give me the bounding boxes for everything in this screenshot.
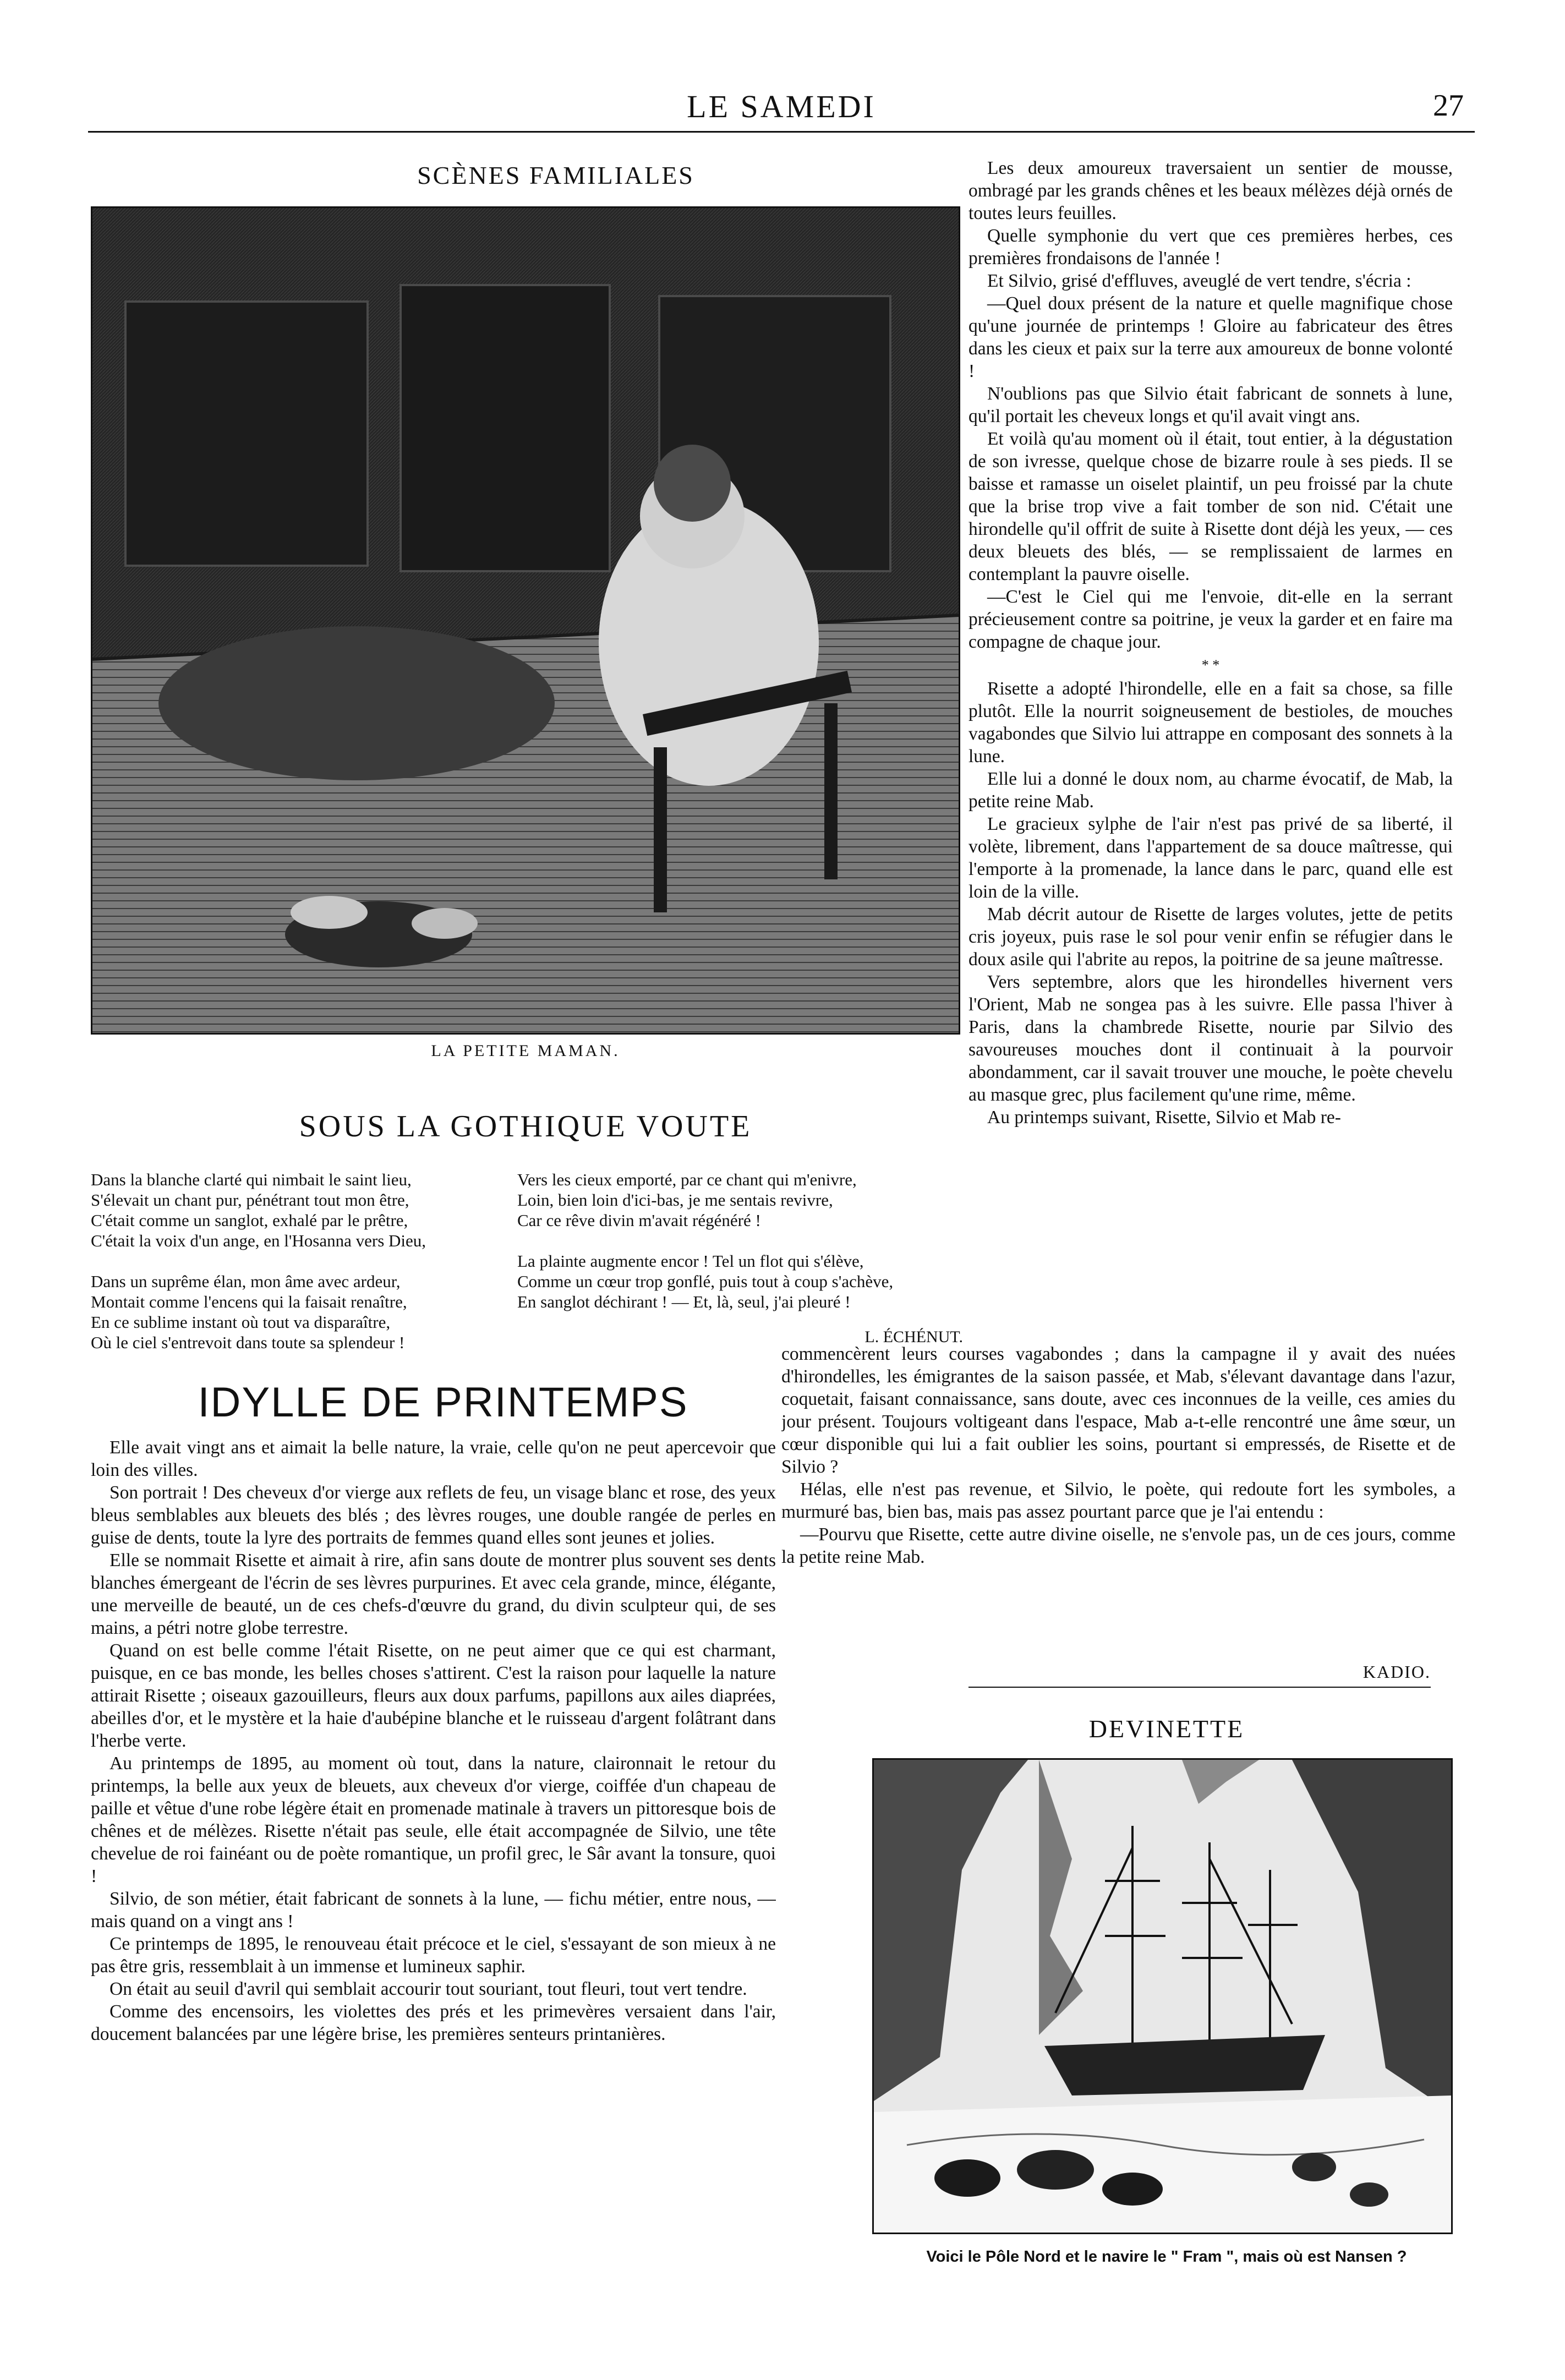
header-rule [88, 131, 1475, 133]
engraving-illustration [92, 208, 959, 1033]
paragraph: On était au seuil d'avril qui semblait accourir tout souriant, tout fleuri, tout vert tendre. [110, 1979, 747, 1999]
paragraph: —Pourvu que Risette, cette autre divine oiselle, ne s'envole pas, un de ces jours, comme la petite reine Mab. [781, 1524, 1455, 1567]
paragraph: Et voilà qu'au moment où il était, tout entier, à la dégustation de son ivresse, quelque chose de bizarre roule à ses pieds. Il se baisse et ramasse un oiselet plaintif, un peu froissé par la chute que la brise trop vive a fait tomber de son nid. C'était une hirondelle qu'il offrit de suite à Risette dont déjà les yeux, — ces deux bleuets des blés, — se remplissaient de larmes en contemplant la pauvre oiselle. [968, 429, 1453, 584]
paragraph: commencèrent leurs courses vagabondes ; dans la campagne il y avait des nuées d'hirondelles, les émigrantes de la saison passée, et Mab, s'élevant davantage dans l'azur, coquetait, faisant connaissance, sans doute, avec ces inconnues de la veille, ces amies du jour présent. Toujours voltigeant dans l'espace, Mab a-t-elle rencontré une âme sœur, un cœur disponible qui lui a fait oublier les soins, pourtant si empressés, de Risette et de Silvio ? [781, 1344, 1455, 1477]
paragraph: —C'est le Ciel qui me l'envoie, dit-elle en la serrant précieusement contre sa poitrine, je veux la garder et en faire ma compagne de chaque jour. [968, 587, 1453, 652]
paragraph: Mab décrit autour de Risette de larges volutes, jette de petits cris joyeux, puis rase le sol pour venir enfin se réfugier dans le doux asile qui l'abrite au repos, la poitrine de sa jeune maîtresse. [968, 904, 1453, 970]
paragraph: Le gracieux sylphe de l'air n'est pas privé de sa liberté, il volète, librement, dans l'appartement de sa douce maîtresse, qui l'emporte à la promenade, la lance dans le parc, quand elle est loin de la ville. [968, 814, 1453, 902]
engraving-la-petite-maman [91, 206, 960, 1035]
paragraph: Elle avait vingt ans et aimait la belle nature, la vraie, celle qu'on ne peut apercevoir que loin des villes. [91, 1437, 776, 1480]
paragraph: Quelle symphonie du vert que ces premières herbes, ces premières frondaisons de l'année ! [968, 226, 1453, 269]
paragraph: Les deux amoureux traversaient un sentier de mousse, ombragé par les grands chênes et les beaux mélèzes déjà ornés de toutes leurs feuilles. [968, 158, 1453, 223]
story-title: IDYLLE DE PRINTEMPS [198, 1379, 688, 1426]
paragraph: Et Silvio, grisé d'effluves, aveuglé de vert tendre, s'écria : [987, 271, 1411, 291]
section-divider [968, 1687, 1431, 1688]
paragraph: Elle lui a donné le doux nom, au charme évocatif, de Mab, la petite reine Mab. [968, 769, 1453, 812]
page-number: 27 [1433, 89, 1464, 123]
poem-stanzas-right: Vers les cieux emporté, par ce chant qui m'enivre, Loin, bien loin d'ici-bas, je me sentais revivre, Car ce rêve divin m'avait régénéré ! La plainte augmente encor ! Tel un flot qui s'élève, Comme un cœur trop gonflé, puis tout à coup s'achève, En sanglot déchirant ! — Et, là, seul, j'ai pleuré ! [517, 1170, 894, 1311]
journal-title: LE SAMEDI [687, 89, 876, 124]
ship-illustration [874, 1760, 1451, 2233]
story-signature: KADIO. [1362, 1662, 1431, 1682]
poem-signature: L. ÉCHÉNUT. [864, 1328, 963, 1346]
paragraph: Silvio, de son métier, était fabricant de sonnets à la lune, — fichu métier, entre nous, — mais quand on a vingt ans ! [91, 1889, 776, 1932]
paragraph: Risette a adopté l'hirondelle, elle en a fait sa chose, sa fille plutôt. Elle la nourrit soigneusement de bestioles, de mouches vagabondes que Silvio lui attrappe en composant des sonnets à la lune. [968, 679, 1453, 767]
paragraph: Vers septembre, alors que les hirondelles hivernent vers l'Orient, Mab ne songea pas à les suivre. Elle passa l'hiver à Paris, dans la chambrede Risette, nourie par Silvio des savoureuses mouches dont il continuait à la pourvoir abondamment, car il savait trouver une mouche, le poète chevelu au masque grec, plus facilement qu'une rime, même. [968, 972, 1453, 1105]
poem-stanzas-left: Dans la blanche clarté qui nimbait le saint lieu, S'élevait un chant pur, pénétrant tout mon être, C'était comme un sanglot, exhalé par le prêtre, C'était la voix d'un ange, en l'Hosanna vers Dieu, Dans un suprême élan, mon âme avec ardeur, Montait comme l'encens qui la faisait renaître, En ce sublime instant où tout va disparaître, Où le ciel s'entrevoit dans toute sa splendeur ! [91, 1170, 426, 1352]
story-column-left [91, 1436, 776, 2339]
engraving-caption: LA PETITE MAMAN. [431, 1042, 620, 1060]
paragraph: N'oublions pas que Silvio était fabricant de sonnets à lune, qu'il portait les cheveux longs et qu'il avait vingt ans. [968, 384, 1453, 426]
paragraph: Au printemps de 1895, au moment où tout, dans la nature, claironnait le retour du printemps, la belle aux yeux de bleuets, aux cheveux d'or vierge, coiffée d'un chapeau de paille et vêtue d'une robe légère était en promenade matinale à travers un pittoresque bois de chênes et de mélèzes. Risette n'était pas seule, elle était accompagnée de Silvio, une tête chevelue de roi fainéant ou de poète romantique, un profil grec, le Sâr avant la tonsure, quoi ! [91, 1753, 776, 1886]
paragraph: —Quel doux présent de la nature et quelle magnifique chose qu'une journée de printemps ! Gloire au fabricateur des êtres dans les cieux et paix sur la terre aux amoureux de bonne volonté ! [968, 293, 1453, 381]
paragraph: Son portrait ! Des cheveux d'or vierge aux reflets de feu, un visage blanc et rose, des yeux bleus semblables aux bleuets des blés ; des lèvres rouges, une double rangée de perles en guise de dents, toute la lyre des portraits de femmes quand elles sont jeunes et jolies. [91, 1482, 776, 1548]
section-heading: SCÈNES FAMILIALES [417, 161, 694, 189]
engraving-ship-north-pole [872, 1758, 1453, 2234]
paragraph: Comme des encensoirs, les violettes des prés et les primevères versaient dans l'air, doucement balancées par une légère brise, les premières senteurs printanières. [91, 2001, 776, 2044]
devinette-caption: Voici le Pôle Nord et le navire le " Fram ", mais où est Nansen ? [926, 2248, 1407, 2266]
paragraph: Quand on est belle comme l'était Risette, on ne peut aimer que ce qui est charmant, puisque, en ce bas monde, les belles choses s'attirent. C'est la raison pour laquelle la nature attirait Risette ; oiseaux gazouilleurs, fleurs aux doux parfums, papillons aux ailes diaprées, abeilles d'or, et le mystère et la haie d'aubépine blanche et le ruisseau d'argent folâtrant dans l'herbe verte. [91, 1640, 776, 1751]
devinette-title: DEVINETTE [1088, 1715, 1245, 1743]
paragraph: Au printemps suivant, Risette, Silvio et Mab re- [987, 1107, 1341, 1128]
paragraph: Hélas, elle n'est pas revenue, et Silvio, le poète, qui redoute fort les symboles, a murmuré bas, bien bas, mais pas assez pourtant parce que je l'ai entendu : [781, 1479, 1455, 1522]
paragraph: Ce printemps de 1895, le renouveau était précoce et le ciel, s'essayant de son mieux à ne pas être gris, ressemblait à un immense et lumineux saphir. [91, 1934, 776, 1977]
story-column-right [968, 157, 1453, 1340]
poem-title: SOUS LA GOTHIQUE VOUTE [299, 1109, 752, 1144]
paragraph: Elle se nommait Risette et aimait à rire, afin sans doute de montrer plus souvent ses dents blanches émergeant de l'écrin de ses lèvres purpurines. Et avec cela grande, mince, élégante, une merveille de beauté, un de ces chefs-d'œuvre du grand, du divin sculpteur qui, de ses mains, a pétri notre globe terrestre. [91, 1550, 776, 1638]
story-column-continued [781, 1343, 1455, 1651]
section-separator: * * [1201, 657, 1220, 673]
